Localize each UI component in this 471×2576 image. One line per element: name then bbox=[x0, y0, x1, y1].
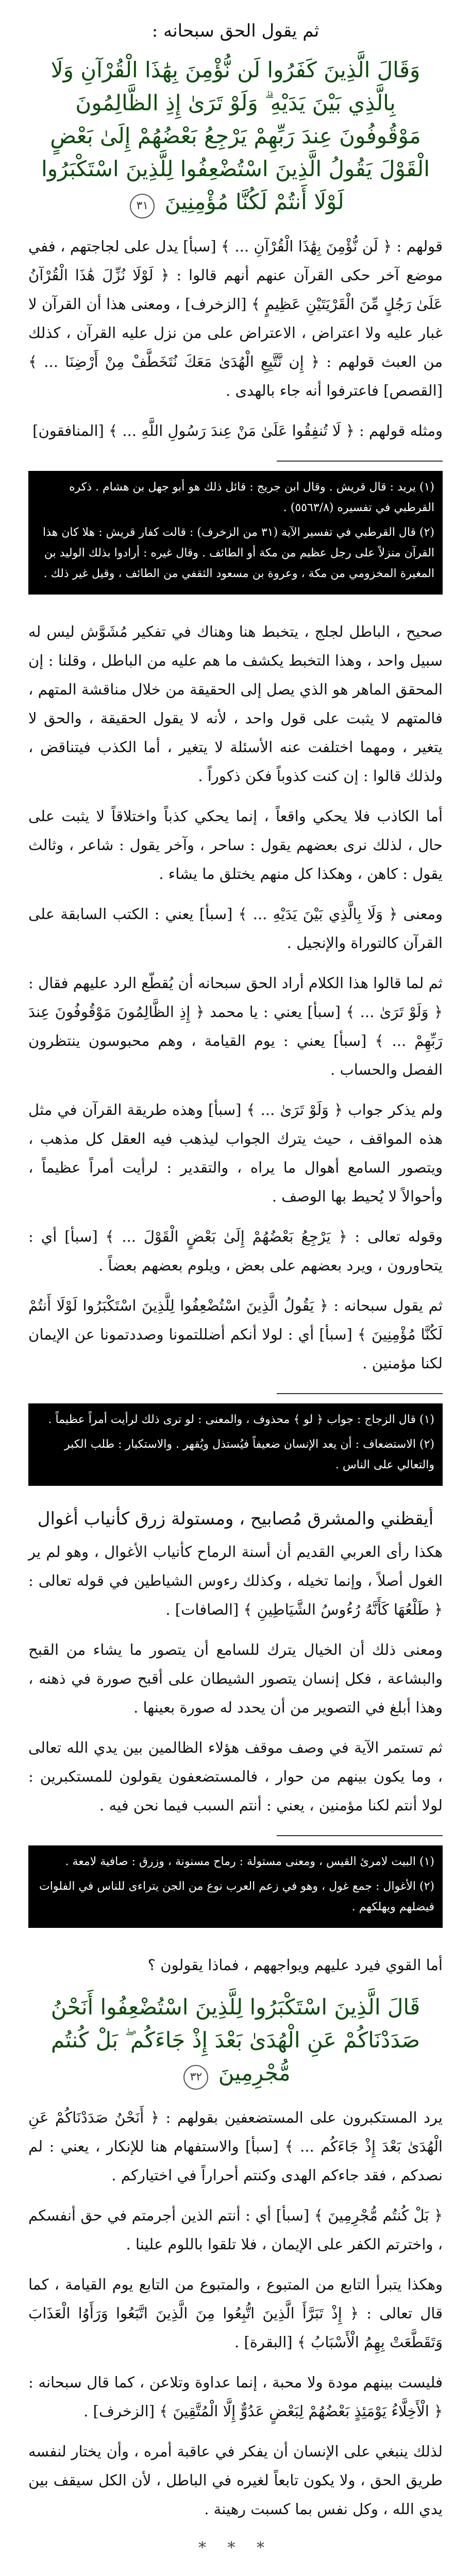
paragraph-8: وقوله تعالى : ﴿ يَرْجِعُ بَعْضُهُمْ إِلَىٰ بَعْضٍ الْقَوْلَ ... ﴾ [سبأ] أي : يتحاورون ، ويرد بعضهم على بعض ، ويلوم بعضهم بعضاً . bbox=[28, 1228, 443, 1274]
footnote-separator bbox=[277, 1835, 443, 1836]
paragraph-12: ثم تستمر الآية في وصف موقف هؤلاء الظالمين بين يدي الله تعالى ، وما يكون بينهم من حوار ، فالمستضعفون يقولون للمستكبرين : لولا أنتم لكنا مؤمنين ، يعني : أنتم السبب فيما نحن فيه . bbox=[28, 1739, 443, 1814]
paragraph-7: ولم يذكر جواب ﴿ وَلَوْ تَرَىٰ ... ﴾ [سبأ] وهذه طريقة القرآن في مثل هذه المواقف ، حيث يترك الجواب ليذهب فيه العقل كل مذهب ، ويتصور السامع أهوال ما يراه ، والتقدير : لرأيت أمراً عظيماً ، وأحوالاً لا يُحيط بها الوصف . bbox=[28, 1101, 443, 1205]
footnote-separator bbox=[277, 461, 443, 462]
quran-verse-31 bbox=[28, 54, 443, 218]
verse-text: وَقَالَ الَّذِينَ كَفَرُوا لَن نُّؤْمِنَ بِهَٰذَا الْقُرْآنِ وَلَا بِالَّذِي بَيْنَ يَدَيْهِ ۗ وَلَوْ تَرَىٰ إِذِ الظَّالِمُونَ مَوْقُوفُونَ عِندَ رَبِّهِمْ يَرْجِعُ بَعْضُهُمْ إِلَىٰ بَعْضٍ الْقَوْلَ يَقُولُ الَّذِينَ اسْتُضْعِفُوا لِلَّذِينَ اسْتَكْبَرُوا لَوْلَا أَنتُمْ لَكُنَّا مُؤْمِنِينَ bbox=[41, 57, 430, 214]
section-divider: * * * bbox=[198, 2539, 273, 2557]
verse-text: قَالَ الَّذِينَ اسْتَكْبَرُوا لِلَّذِينَ اسْتُضْعِفُوا أَنَحْنُ صَدَدْنَاكُمْ عَنِ الْهُدَىٰ بَعْدَ إِذْ جَاءَكُم ۖ بَلْ كُنتُم مُّجْرِمِينَ bbox=[51, 1994, 420, 2086]
paragraph-14: يرد المستكبرون على المستضعفين بقولهم : ﴿ أَنَحْنُ صَدَدْنَاكُمْ عَنِ الْهُدَىٰ بَعْدَ إِذْ جَاءَكُم ... ﴾ [سبأ] والاستفهام هنا للإنكار ، يعني : لم نصدكم ، فقد جاءكم الهدى وكنتم أحراراً في اختياركم . bbox=[28, 2109, 443, 2184]
footnote: (٢) الأغوال : جمع غول ، وهو في زعم العرب نوع من الجن يتراءى للناس في الفلوات فيضلهم ويهلكهم . bbox=[39, 1880, 434, 1913]
footnote: (٢) الاستضعاف : أن يعد الإنسان ضعيفاً فيُستذل ويُقهر . والاستكبار : طلب الكبر والتعالي على الناس . bbox=[64, 1438, 434, 1471]
paragraph-5: ومعنى ﴿ وَلَا بِالَّذِي بَيْنَ يَدَيْهِ ... ﴾ [سبأ] يعني : الكتب السابقة على القرآن كالتوراة والإنجيل . bbox=[28, 905, 443, 952]
paragraph-13: أما القوي فيرد عليهم ويواجههم ، فماذا يقولون ؟ bbox=[147, 1956, 443, 1974]
quran-verse-32 bbox=[28, 1991, 443, 2090]
poetry-verse: أيقظني والمشرق مُصابيح ، ومستولة زرق كأنياب أغوال bbox=[37, 1509, 434, 1529]
paragraph-4: أما الكاذب فلا يحكي واقعاً ، إنما يحكي كذباً واختلاقاً لا يثبت على حال ، لذلك نرى بعضهم يقول : ساحر ، وآخر يقول : شاعر ، وثالث يقول : كاهن ، وهكذا كل منهم يختلق ما يشاء . bbox=[28, 807, 443, 883]
verse-number-mark: ٣١ bbox=[130, 194, 155, 218]
paragraph-11: ومعنى ذلك أن الخيال يترك للسامع أن يتصور ما يشاء من القبح والبشاعة ، فكل إنسان يتصور الشيطان على أقبح صورة في ذهنه ، وهذا أبلغ في التصوير من أن يحدد له صورة بعينها . bbox=[28, 1641, 443, 1716]
footnote-separator bbox=[277, 1393, 443, 1394]
paragraph-10: هكذا رأى العربي القديم أن أسنة الرماح كأنياب الأغوال ، وهو لم ير الغول أصلاً ، وإنما تخيله ، وكذلك رءوس الشياطين في قوله تعالى : ﴿ طَلْعُهَا كَأَنَّهُ رُءُوسُ الشَّيَاطِينِ ﴾ [الصافات] . bbox=[28, 1543, 443, 1618]
paragraph-2: ومثله قولهم : ﴿ لَا تُنفِقُوا عَلَىٰ مَنْ عِندَ رَسُولِ اللَّهِ ... ﴾ [المنافقون] bbox=[32, 422, 443, 439]
paragraph-18: لذلك ينبغي على الإنسان أن يفكر في عاقبة أمره ، وأن يختار لنفسه طريق الحق ، ولا يكون تابعاً لغيره في الباطل ، لأن الكل سيقف بين يدي الله ، وكل نفس بما كسبت رهينة . bbox=[28, 2443, 443, 2518]
paragraph-9: ثم يقول سبحانه : ﴿ يَقُولُ الَّذِينَ اسْتُضْعِفُوا لِلَّذِينَ اسْتَكْبَرُوا لَوْلَا أَنتُمْ لَكُنَّا مُؤْمِنِينَ ﴾ [سبأ] أي : لولا أنكم أضللتمونا وصددتمونا عن الإيمان لكنا مؤمنين . bbox=[28, 1297, 443, 1372]
paragraph-6: ثم لما قالوا هذا الكلام أراد الحق سبحانه أن يُقطّع الرد عليهم فقال : ﴿ وَلَوْ تَرَىٰ ... ﴾ [سبأ] يعني : يا محمد ﴿ إِذِ الظَّالِمُونَ مَوْقُوفُونَ عِندَ رَبِّهِمْ ... ﴾ [سبأ] يعني : يوم القيامة ، وهم محبوسون ينتظرون الفصل والحساب . bbox=[28, 974, 443, 1078]
footnote: (١) البيت لامرئ القيس ، ومعنى مستولة : رماح مسنونة ، وزرق : صافية لامعة . bbox=[65, 1855, 434, 1868]
intro-line: ثم يقول الحق سبحانه : bbox=[152, 21, 319, 41]
footnotes-block-1 bbox=[28, 471, 443, 595]
footnote: (٢) قال القرطبي في تفسير الآية (٣١ من الزخرف) : قالت كفار قريش : هلا كان هذا القرآن منزلاً على رجل عظيم من مكة أو الطائف . وقال غيره : أرادوا بذلك الوليد بن المغيرة المخزومي من مكة ، وعروة بن مسعود الثقفي من الطائف ، وقيل غير ذلك . bbox=[42, 526, 434, 580]
paragraph-3: صحيح ، الباطل لجلج ، يتخبط هنا وهناك في تفكير مُشَوَّش ليس له سبيل واحد ، وهذا التخبط يكشف ما هم عليه من الباطل ، وقلنا : إن المحقق الماهر هو الذي يصل إلى الحقيقة من خلال مناقشة المتهم ، فالمتهم لا يثبت على قول واحد ، لأنه لا يقول الحقيقة ، والحق لا يتغير ، ومهما اختلفت عنه الأسئلة لا يتغير ، أما الكذب فيتناقض ، ولذلك قالوا : إن كنت كذوباً فكن ذكوراً . bbox=[28, 623, 443, 785]
footnotes-block-3 bbox=[28, 1845, 443, 1928]
verse-number-mark: ٣٢ bbox=[183, 2065, 208, 2090]
footnotes-block-2 bbox=[28, 1403, 443, 1486]
paragraph-1: قولهم : ﴿ لَن نُّؤْمِنَ بِهَٰذَا الْقُرْآنِ ... ﴾ [سبأ] يدل على لجاجتهم ، ففي موضع آخر حكى القرآن عنهم أنهم قالوا : ﴿ لَوْلَا نُزِّلَ هَٰذَا الْقُرْآنُ عَلَىٰ رَجُلٍ مِّنَ الْقَرْيَتَيْنِ عَظِيمٍ ﴾ [الزخرف] ، ومعنى هذا أن القرآن لا غبار عليه ولا اعتراض ، الاعتراض على من نزل عليه القرآن ، كذلك من العبث قولهم : ﴿ إِن نَّتَّبِعِ الْهُدَىٰ مَعَكَ نُتَخَطَّفْ مِنْ أَرْضِنَا ... ﴾ [القصص] فاعترفوا أنه جاء بالهدى . bbox=[28, 238, 443, 399]
footnote: (١) يريد : قال قريش . وقال ابن جريج : قائل ذلك هو أبو جهل بن هشام . ذكره القرطبي في تفسيره (٥٥٦٣/٨) . bbox=[69, 481, 434, 514]
paragraph-15: ﴿ بَلْ كُنتُم مُّجْرِمِينَ ﴾ [سبأ] أي : أنتم الذين أجرمتم في حق أنفسكم ، واخترتم الكفر على الإيمان ، فلا تلقوا باللوم علينا . bbox=[28, 2207, 443, 2253]
paragraph-17: فليست بينهم مودة ولا محبة ، إنما عداوة وتلاعن ، كما قال سبحانه : ﴿ الْأَخِلَّاءُ يَوْمَئِذٍ بَعْضُهُمْ لِبَعْضٍ عَدُوٌّ إِلَّا الْمُتَّقِينَ ﴾ [الزخرف] . bbox=[28, 2374, 443, 2420]
footnote: (١) قال الزجاج : جواب ﴿ لو ﴾ محذوف ، والمعنى : لو ترى ذلك لرأيت أمراً عظيماً . bbox=[48, 1413, 434, 1426]
paragraph-16: وهكذا يتبرأ التابع من المتبوع ، والمتبوع من التابع يوم القيامة ، كما قال تعالى : ﴿ إِذْ تَبَرَّأَ الَّذِينَ اتُّبِعُوا مِنَ الَّذِينَ اتَّبَعُوا وَرَأَوُا الْعَذَابَ وَتَقَطَّعَتْ بِهِمُ الْأَسْبَابُ ﴾ [البقرة] . bbox=[28, 2276, 443, 2351]
